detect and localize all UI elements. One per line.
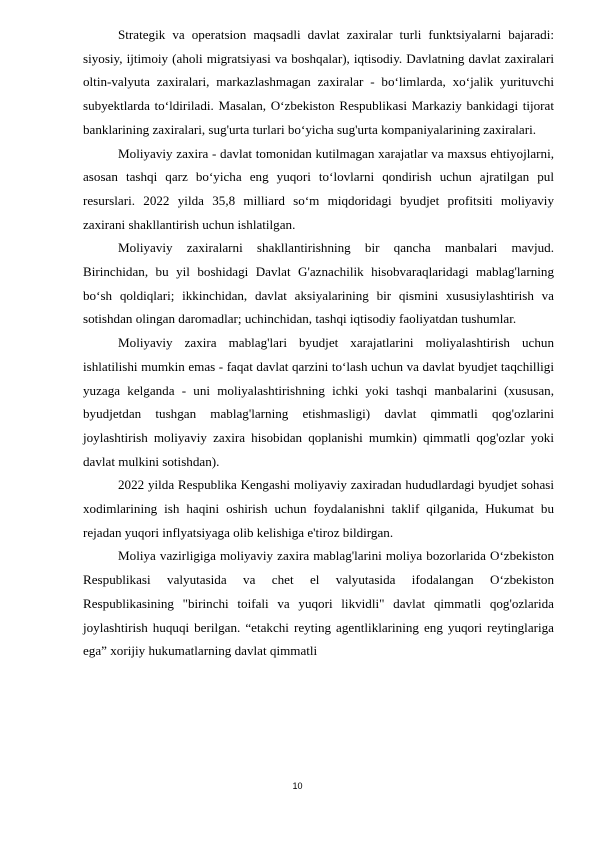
page-number: 10 [292, 781, 303, 791]
paragraph-2022-proposal: 2022 yilda Respublika Kengashi moliyaviy zaxiradan hududlardagi byudjet sohasi xodimlarining ish haqini oshirish uchun foydalanishni taklif qilganida, Hukumat bu rejadan yuqori inflyatsiyaga olib kelishiga e'tiroz bildirgan. [83, 477, 554, 540]
paragraph-strategic-reserves: Strategik va operatsion maqsadli davlat zaxiralar turli funktsiyalarni bajaradi: siyosiy, ijtimoiy (aholi migratsiyasi va boshqalar), iqtisodiy. Davlatning davlat zaxiralari oltin-valyuta zaxiralari, markazlashmagan zaxiralar - bo‘limlarda, xo‘jalik yurituvchi subyektlarda to‘ldiriladi. Masalan, O‘zbekiston Respublikasi Markaziy bankidagi tijorat banklarining zaxiralari, sug'urta turlari bo‘yicha sug'urta kompaniyalarining zaxiralari. [83, 27, 554, 137]
paragraph-reserve-usage: Moliyaviy zaxira mablag'lari byudjet xarajatlarini moliyalashtirish uchun ishlatilishi mumkin emas - faqat davlat qarzini to‘lash uchun va davlat byudjet taqchilligi yuzaga kelganda - uni moliyalashtirishning ichki yoki tashqi manbalarini (xususan, byudjetdan tushgan mablag'larning etishmasligi) davlat qimmatli qog'ozlarini joylashtirish moliyaviy zaxira hisobidan qoplanishi mumkin) qimmatli qog'ozlar yoki davlat mulkini sotishdan). [83, 335, 554, 469]
paragraph-ministry-rights: Moliya vazirligiga moliyaviy zaxira mablag'larini moliya bozorlarida O‘zbekiston Respublikasi valyutasida va chet el valyutasida ifodalangan O‘zbekiston Respublikasining "birinchi toifali va yuqori likvidli" davlat qimmatli qog'ozlarida joylashtirish huquqi berilgan. “etakchi reyting agentliklarining eng yuqori reytinglariga ega” xorijiy hukumatlarning davlat qimmatli [83, 548, 554, 659]
paragraph-reserve-sources: Moliyaviy zaxiralarni shakllantirishning bir qancha manbalari mavjud. Birinchidan, bu yil boshidagi Davlat G'aznachilik hisobvaraqlaridagi mablag'larning bo‘sh qoldiqlari; ikkinchidan, davlat aksiyalarining bir qismini xususiylashtirish va sotishdan olingan daromadlar; uchinchidan, tashqi iqtisodiy faoliyatdan tushumlar. [83, 240, 554, 327]
document-body [83, 23, 554, 663]
paragraph-financial-reserve-definition: Moliyaviy zaxira - davlat tomonidan kutilmagan xarajatlar va maxsus ehtiyojlarni, asosan tashqi qarz bo‘yicha eng yuqori to‘lovlarni qondirish uchun ajratilgan pul resurslari. 2022 yilda 35,8 milliard so‘m miqdoridagi byudjet profitsiti moliyaviy zaxirani shakllantirish uchun ishlatilgan. [83, 145, 554, 232]
